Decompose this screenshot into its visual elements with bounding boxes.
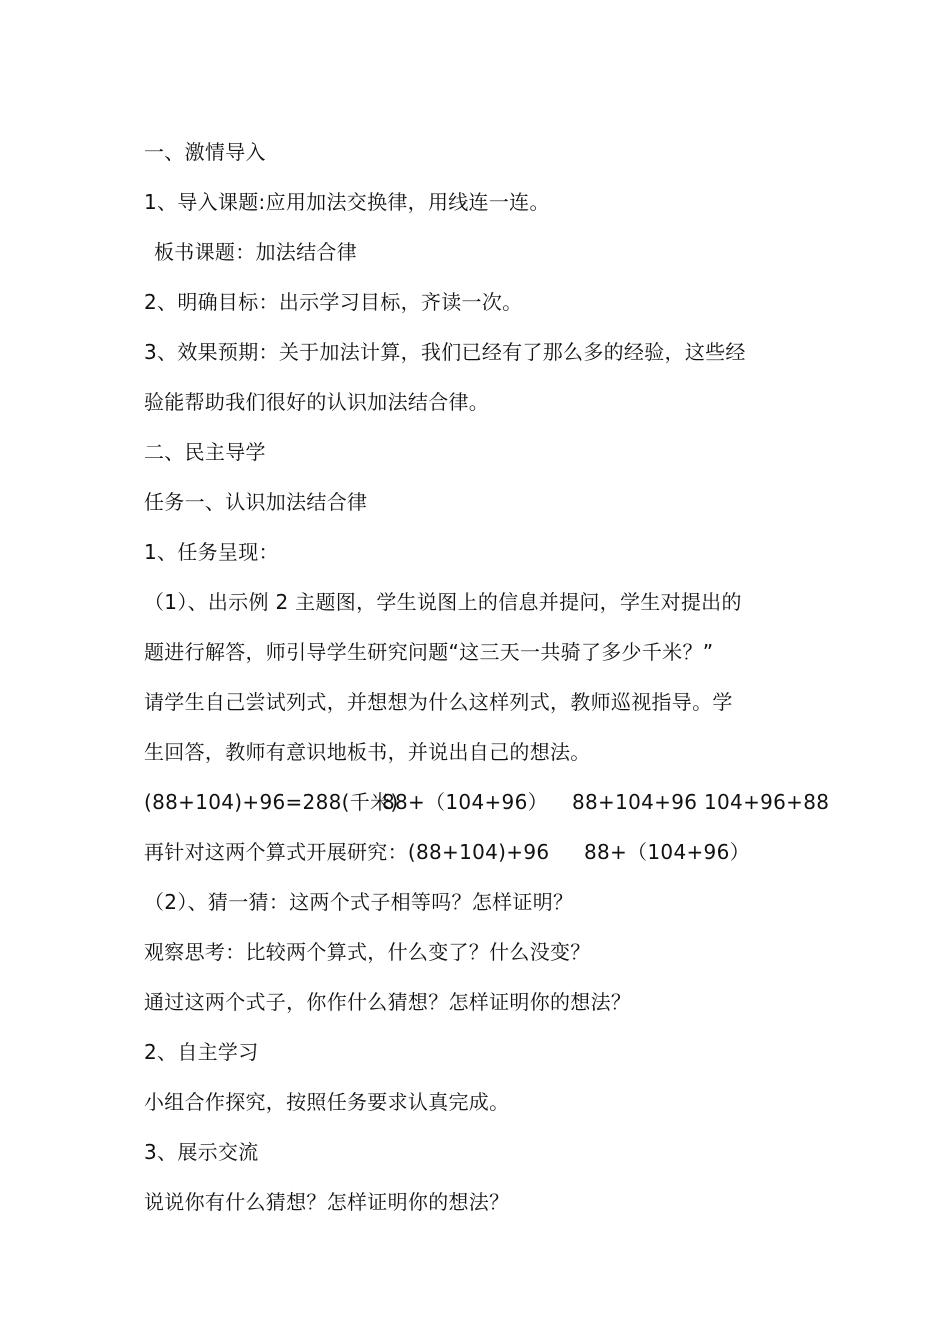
formula-1: (88+104)+96=288(千米) xyxy=(144,790,399,814)
paragraph-guess: （2）、猜一猜：这两个式子相等吗？怎样证明？ xyxy=(144,890,574,914)
compare-formula-second: 88+（104+96） xyxy=(584,840,750,864)
paragraph-observe: 观察思考：比较两个算式，什么变了？什么没变？ xyxy=(144,940,591,964)
paragraph-example-line-4: 生回答，教师有意识地板书，并说出自己的想法。 xyxy=(144,740,591,764)
paragraph-intro-topic: 1、导入课题:应用加法交换律，用线连一连。 xyxy=(144,190,550,214)
paragraph-example-line-2: 题进行解答，师引导学生研究问题“这三天一共骑了多少千米？” xyxy=(144,640,714,664)
paragraph-example-line-1: （1）、出示例 2 主题图，学生说图上的信息并提问，学生对提出的 xyxy=(144,590,742,614)
formula-2: 88+（104+96） xyxy=(382,790,548,814)
task-presentation-heading: 1、任务呈现： xyxy=(144,540,279,564)
paragraph-expectation-line-1: 3、效果预期：关于加法计算，我们已经有了那么多的经验，这些经 xyxy=(144,340,746,364)
task-heading: 任务一、认识加法结合律 xyxy=(144,490,368,514)
paragraph-clear-goal: 2、明确目标：出示学习目标，齐读一次。 xyxy=(144,290,523,314)
formula-4: 104+96+88 xyxy=(704,790,830,814)
paragraph-discuss: 说说你有什么猜想？怎样证明你的想法？ xyxy=(144,1190,510,1214)
paragraph-conjecture: 通过这两个式子，你作什么猜想？怎样证明你的想法？ xyxy=(144,990,632,1014)
formula-row xyxy=(144,784,830,834)
paragraph-board-title: 板书课题：加法结合律 xyxy=(154,240,357,264)
document-body xyxy=(144,134,830,1234)
formula-3: 88+104+96 xyxy=(572,790,698,814)
paragraph-group-work: 小组合作探究，按照任务要求认真完成。 xyxy=(144,1090,510,1114)
compare-formulas-prefix: 再针对这两个算式开展研究：(88+104)+96 xyxy=(144,840,550,864)
self-study-heading: 2、自主学习 xyxy=(144,1040,259,1064)
section-heading-1: 一、激情导入 xyxy=(144,140,266,164)
compare-formulas-row xyxy=(144,834,816,884)
paragraph-example-line-3: 请学生自己尝试列式，并想想为什么这样列式，教师巡视指导。学 xyxy=(144,690,733,714)
paragraph-expectation-line-2: 验能帮助我们很好的认识加法结合律。 xyxy=(144,390,490,414)
section-heading-2: 二、民主导学 xyxy=(144,440,266,464)
showcase-heading: 3、展示交流 xyxy=(144,1140,259,1164)
